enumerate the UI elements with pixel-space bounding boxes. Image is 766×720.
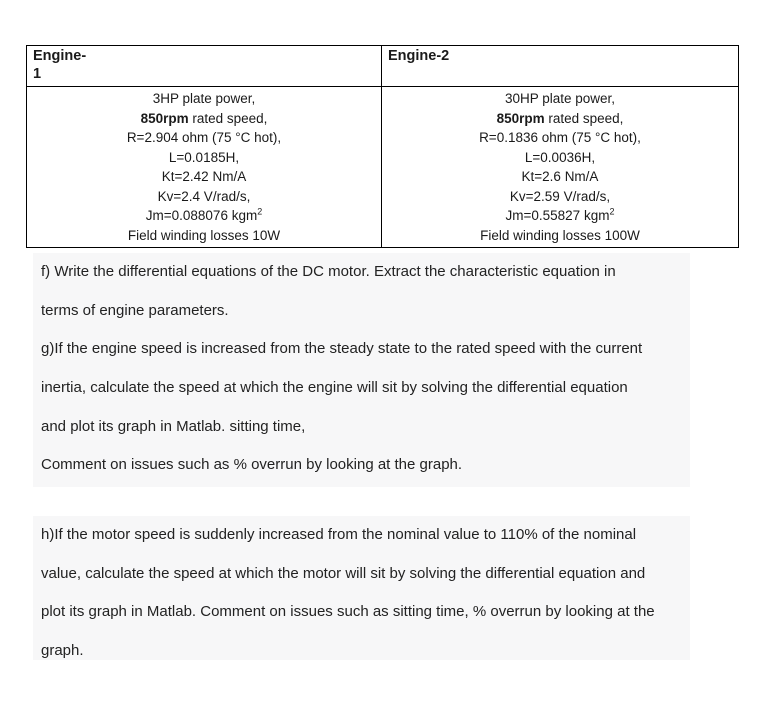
engine1-specs xyxy=(27,87,382,248)
question-line: Comment on issues such as % overrun by looking at the graph. xyxy=(41,456,463,474)
engine2-resistance: R=0.1836 ohm (75 °C hot), xyxy=(479,130,641,145)
question-line: g)If the engine speed is increased from the steady state to the rated speed with the current xyxy=(41,340,643,358)
engine2-specs xyxy=(382,87,739,248)
engine2-inductance: L=0.0036H, xyxy=(524,149,596,165)
engine2-header xyxy=(382,46,739,87)
engine1-rated-speed-text: rated speed, xyxy=(188,110,268,126)
engine2-rated-speed-text: rated speed, xyxy=(544,110,624,126)
question-line: h)If the motor speed is suddenly increased from the nominal value to 110% of the nominal xyxy=(41,526,637,543)
engine2-header-line1: Engine-2 xyxy=(388,48,450,64)
question-f-g-block xyxy=(33,253,690,487)
question-line: value, calculate the speed at which the motor will sit by solving the differential equation and xyxy=(41,564,646,582)
engine2-inertia xyxy=(382,206,738,226)
engine-spec-table xyxy=(26,45,739,248)
engine1-rated-speed xyxy=(27,109,381,129)
question-line: inertia, calculate the speed at which the engine will sit by solving the differential equation xyxy=(41,379,628,397)
engine1-plate-power: 3HP plate power, xyxy=(152,91,256,106)
question-line: graph. xyxy=(41,642,84,660)
engine1-rpm-value: 850rpm xyxy=(140,110,189,126)
engine2-rpm-value: 850rpm xyxy=(496,110,545,126)
question-line: terms of engine parameters. xyxy=(41,301,229,319)
engine2-voltage-constant: Kv=2.59 V/rad/s, xyxy=(509,188,611,204)
question-h-block xyxy=(33,516,690,660)
engine1-inertia xyxy=(27,206,381,226)
question-line: plot its graph in Matlab. Comment on issues such as sitting time, % overrun by looking at the xyxy=(41,603,655,621)
engine1-field-losses: Field winding losses 10W xyxy=(127,227,281,243)
engine2-torque-constant: Kt=2.6 Nm/A xyxy=(521,169,599,184)
engine1-inertia-exponent: 2 xyxy=(257,206,263,217)
engine2-plate-power: 30HP plate power, xyxy=(504,91,616,106)
table-header-row xyxy=(27,46,739,87)
engine2-inertia-text: Jm=0.55827 kgm xyxy=(505,208,610,223)
engine1-torque-constant: Kt=2.42 Nm/A xyxy=(161,169,247,184)
engine1-resistance: R=2.904 ohm (75 °C hot), xyxy=(126,130,282,145)
engine2-field-losses: Field winding losses 100W xyxy=(480,227,640,243)
engine1-inertia-text: Jm=0.088076 kgm xyxy=(145,208,258,223)
engine2-inertia-exponent: 2 xyxy=(609,206,615,217)
engine1-voltage-constant: Kv=2.4 V/rad/s, xyxy=(157,188,251,204)
engine1-inductance: L=0.0185H, xyxy=(168,149,240,165)
table-spec-row xyxy=(27,87,739,248)
engine1-header xyxy=(27,46,382,87)
question-line: f) Write the differential equations of the DC motor. Extract the characteristic equation in xyxy=(41,263,616,280)
engine1-header-line2: 1 xyxy=(33,66,42,82)
question-line: and plot its graph in Matlab. sitting time, xyxy=(41,417,306,435)
engine2-rated-speed xyxy=(382,109,738,129)
engine1-header-line1: Engine- xyxy=(33,48,87,64)
